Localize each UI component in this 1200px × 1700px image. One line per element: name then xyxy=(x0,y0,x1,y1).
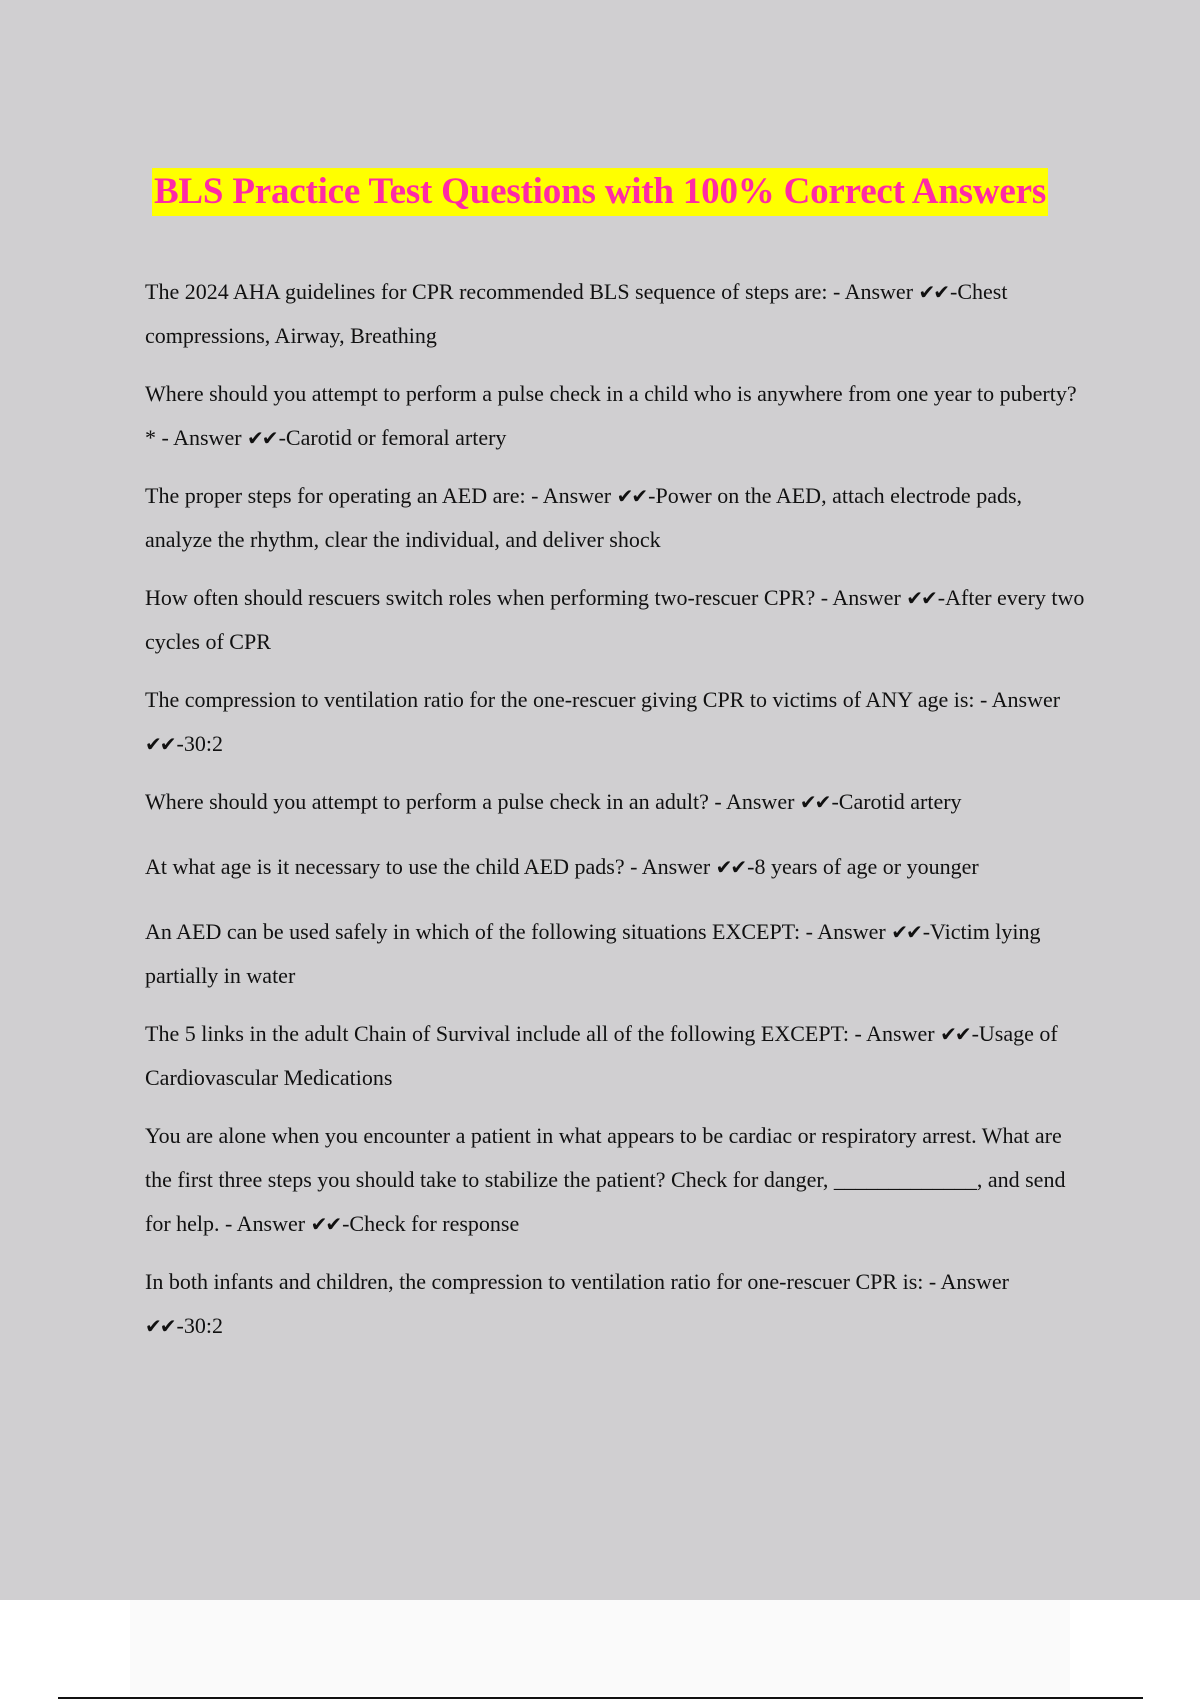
answer-text: -30:2 xyxy=(176,731,223,756)
double-check-icon: ✔✔ xyxy=(715,855,746,879)
qa-item xyxy=(145,1114,1085,1246)
answer-prefix: - Answer xyxy=(161,425,242,450)
qa-item xyxy=(145,780,1085,824)
document-title: BLS Practice Test Questions with 100% Correct Answers xyxy=(152,168,1048,216)
double-check-icon: ✔✔ xyxy=(616,484,647,508)
qa-item xyxy=(145,576,1085,664)
qa-list xyxy=(145,270,1085,1362)
answer-prefix: - Answer xyxy=(805,919,886,944)
answer-text: -After every two cycles of CPR xyxy=(145,585,1085,654)
page-divider xyxy=(58,1697,1143,1699)
question-text: The compression to ventilation ratio for the one-rescuer giving CPR to victims of ANY age is: xyxy=(145,687,975,712)
answer-text: -8 years of age or younger xyxy=(747,854,979,879)
qa-item xyxy=(145,678,1085,766)
question-text: You are alone when you encounter a patient in what appears to be cardiac or respiratory arrest. What are the first three steps you should take to stabilize the patient? Check for danger, _____________, and send for help. xyxy=(145,1123,1066,1236)
double-check-icon: ✔✔ xyxy=(145,1314,175,1338)
question-text: How often should rescuers switch roles when performing two-rescuer CPR? xyxy=(145,585,816,610)
double-check-icon: ✔✔ xyxy=(906,586,936,610)
qa-item xyxy=(145,910,1085,998)
answer-prefix: - Answer xyxy=(531,483,612,508)
answer-text: -30:2 xyxy=(176,1313,223,1338)
question-text: The proper steps for operating an AED are: xyxy=(145,483,526,508)
answer-prefix: - Answer xyxy=(854,1021,935,1046)
answer-prefix: - Answer xyxy=(630,854,711,879)
question-text: At what age is it necessary to use the child AED pads? xyxy=(145,854,625,879)
qa-item xyxy=(145,270,1085,358)
qa-item xyxy=(145,1260,1085,1348)
question-text: In both infants and children, the compression to ventilation ratio for one-rescuer CPR is: xyxy=(145,1269,924,1294)
qa-item xyxy=(145,372,1085,460)
answer-prefix: - Answer xyxy=(820,585,901,610)
answer-text: -Carotid artery xyxy=(831,789,962,814)
answer-text: -Carotid or femoral artery xyxy=(278,425,507,450)
answer-text: -Usage of Cardiovascular Medications xyxy=(145,1021,1058,1090)
answer-prefix: - Answer xyxy=(980,687,1061,712)
double-check-icon: ✔✔ xyxy=(918,280,949,304)
qa-item xyxy=(145,845,1085,889)
answer-prefix: - Answer xyxy=(928,1269,1009,1294)
answer-text: -Check for response xyxy=(342,1211,520,1236)
question-text: An AED can be used safely in which of the following situations EXCEPT: xyxy=(145,919,801,944)
answer-text: -Power on the AED, attach electrode pads, analyze the rhythm, clear the individual, and deliver shock xyxy=(145,483,1023,552)
answer-text: -Chest compressions, Airway, Breathing xyxy=(145,279,1008,348)
double-check-icon: ✔✔ xyxy=(940,1022,970,1046)
answer-prefix: - Answer xyxy=(832,279,914,304)
double-check-icon: ✔✔ xyxy=(891,920,921,944)
page-footer-area xyxy=(130,1600,1070,1695)
double-check-icon: ✔✔ xyxy=(145,732,175,756)
question-text: The 5 links in the adult Chain of Survival include all of the following EXCEPT: xyxy=(145,1021,850,1046)
answer-text: -Victim lying partially in water xyxy=(145,919,1041,988)
qa-item xyxy=(145,1012,1085,1100)
double-check-icon: ✔✔ xyxy=(799,790,830,814)
answer-prefix: - Answer xyxy=(714,789,795,814)
double-check-icon: ✔✔ xyxy=(310,1212,341,1236)
title-container xyxy=(0,168,1200,216)
question-text: The 2024 AHA guidelines for CPR recommended BLS sequence of steps are: xyxy=(145,279,828,304)
double-check-icon: ✔✔ xyxy=(247,426,277,450)
question-text: Where should you attempt to perform a pulse check in a child who is anywhere from one year to puberty?* xyxy=(145,381,1077,450)
qa-item xyxy=(145,474,1085,562)
question-text: Where should you attempt to perform a pulse check in an adult? xyxy=(145,789,709,814)
answer-prefix: - Answer xyxy=(225,1211,306,1236)
